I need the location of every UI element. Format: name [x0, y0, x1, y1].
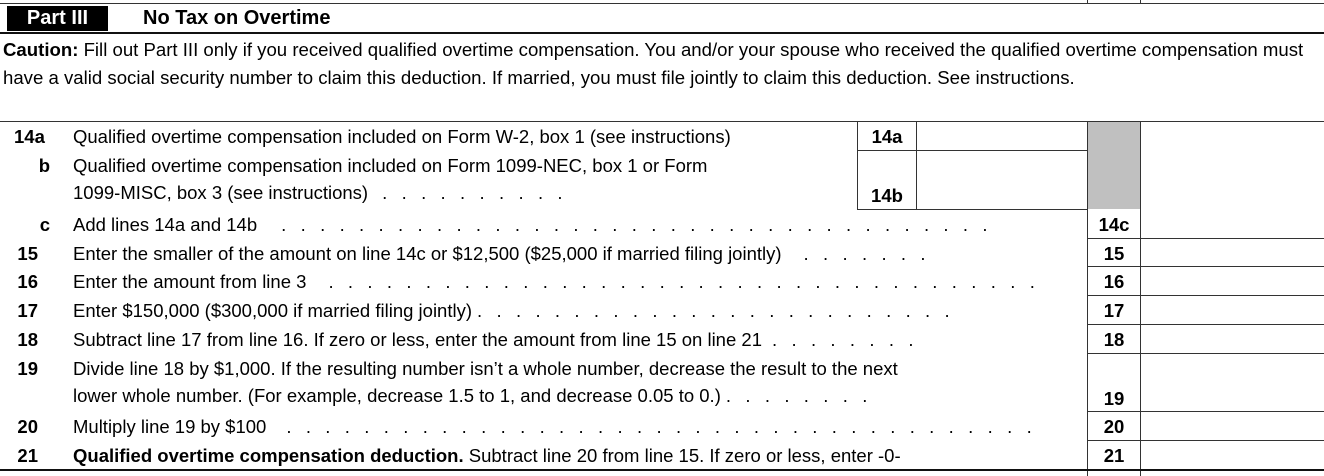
line-number-18: 18: [17, 329, 38, 350]
top-remnant-divider-1: [1087, 0, 1088, 3]
box-label-15: 15: [1103, 243, 1125, 264]
leader-dots: . . . . . . . . . . . . . . . . . . . . . . . . . . . . . . . . . . . . .: [281, 214, 993, 235]
line-text-21-body: Subtract line 20 from line 15. If zero or less, enter -0-: [463, 445, 901, 466]
part-badge: Part III: [7, 6, 108, 31]
input-14c[interactable]: [1142, 122, 1324, 237]
leader-dots: . . . . . . . . . . . . . . . . . . . . . . . . . . . . . . . . . . . . . . .: [286, 416, 1037, 437]
line-text-15: [73, 243, 930, 265]
line-number-14b: b: [38, 155, 50, 176]
line-number-15: 15: [17, 243, 38, 264]
header-bottom-rule: [0, 32, 1324, 34]
box-label-21: 21: [1103, 445, 1125, 466]
input-14b[interactable]: [918, 151, 1086, 208]
leader-dots: . . . . . . . .: [771, 329, 919, 350]
line-number-17: 17: [17, 300, 38, 321]
box-label-16: 16: [1103, 271, 1125, 292]
line-text-21-bold: Qualified overtime compensation deduction.: [73, 445, 464, 466]
caution-body: Fill out Part III only if you received qualified overtime compensation. You and/or your spouse who received the qualified overtime compensation must have a valid social security number to claim this deduction. If married, you must file jointly to claim this deduction. See instructions.: [3, 39, 1304, 88]
box-label-14c: 14c: [1098, 214, 1130, 235]
leader-dots: . . . . . . . .: [725, 385, 872, 406]
line-number-14c: c: [39, 214, 50, 235]
input-15[interactable]: [1142, 239, 1324, 265]
line-text-17: [73, 300, 954, 322]
line-text-14b-2: [73, 182, 567, 204]
line-text-14b-1: Qualified overtime compensation included on Form 1099-NEC, box 1 or Form: [73, 155, 708, 176]
line-text-15-body: Enter the smaller of the amount on line 14c or $12,500 ($25,000 if married filing jointly): [73, 243, 782, 264]
line-text-14c: [73, 214, 992, 236]
leader-dots: . . . . . . . . . .: [382, 182, 568, 203]
input-21[interactable]: [1142, 441, 1324, 468]
box-label-18: 18: [1103, 329, 1125, 350]
top-remnant-divider-2: [1140, 0, 1141, 3]
top-rule: [0, 3, 1324, 4]
line-text-20-body: Multiply line 19 by $100: [73, 416, 267, 437]
caution-text: [3, 36, 1318, 91]
line-text-16: [73, 271, 1039, 293]
input-20[interactable]: [1142, 412, 1324, 439]
line-text-16-body: Enter the amount from line 3: [73, 271, 307, 292]
line-number-21: 21: [17, 445, 38, 466]
input-16[interactable]: [1142, 267, 1324, 294]
inner-box-bottom-rule: [857, 209, 1087, 210]
box-label-14b: 14b: [871, 185, 903, 206]
box-label-14a: 14a: [871, 126, 903, 147]
leader-dots: . . . . . . .: [803, 243, 931, 264]
amount-col-left: [1140, 121, 1141, 476]
line-number-14a: 14a: [14, 126, 45, 147]
box-label-19: 19: [1103, 388, 1125, 409]
part-title: No Tax on Overtime: [143, 7, 331, 29]
input-19[interactable]: [1142, 354, 1324, 410]
line-text-14b-2-body: 1099-MISC, box 3 (see instructions): [73, 182, 369, 203]
shaded-cell: [1088, 122, 1140, 209]
leader-dots: . . . . . . . . . . . . . . . . . . . . . . . . .: [477, 300, 955, 321]
line-number-16: 16: [17, 271, 38, 292]
line-text-18: [73, 329, 918, 351]
line-number-20: 20: [17, 416, 38, 437]
line-text-20: [73, 416, 1036, 438]
box-label-17: 17: [1103, 300, 1125, 321]
line-text-14a: Qualified overtime compensation included on Form W-2, box 1 (see instructions): [73, 126, 731, 147]
line-text-18-body: Subtract line 17 from line 16. If zero or less, enter the amount from line 15 on line 21: [73, 329, 762, 350]
table-bottom-rule: [0, 469, 1324, 471]
line-text-17-body: Enter $150,000 ($300,000 if married filing jointly): [73, 300, 473, 321]
input-14a[interactable]: [918, 122, 1086, 149]
line-text-19-2-body: lower whole number. (For example, decrease 1.5 to 1, and decrease 0.05 to 0.): [73, 385, 721, 406]
input-17[interactable]: [1142, 296, 1324, 323]
box-label-20: 20: [1103, 416, 1125, 437]
line-text-19-2: [73, 385, 872, 407]
inner-box-divider: [916, 121, 917, 209]
caution-label: Caution:: [3, 39, 79, 60]
line-text-14c-body: Add lines 14a and 14b: [73, 214, 258, 235]
line-text-19-1: Divide line 18 by $1,000. If the resulting number isn’t a whole number, decrease the result to the next: [73, 358, 898, 379]
input-18[interactable]: [1142, 325, 1324, 352]
leader-dots: . . . . . . . . . . . . . . . . . . . . . . . . . . . . . . . . . . . . .: [328, 271, 1040, 292]
line-text-21: [73, 445, 901, 467]
line-number-19: 19: [17, 358, 38, 379]
